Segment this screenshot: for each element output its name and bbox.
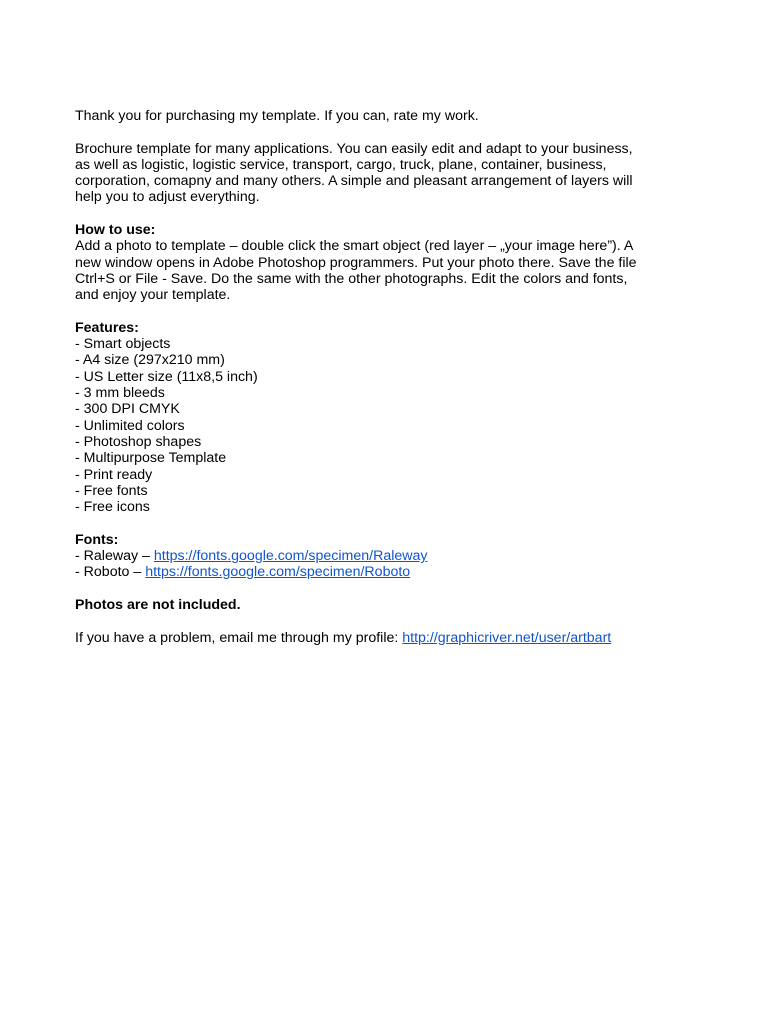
how-to-use-line: Ctrl+S or File - Save. Do the same with the other photographs. Edit the colors and fonts,	[75, 270, 628, 287]
description-line: Brochure template for many applications. You can easily edit and adapt to your business,	[75, 140, 633, 157]
how-to-use-line: new window opens in Adobe Photoshop programmers. Put your photo there. Save the file	[75, 254, 637, 271]
features-list	[75, 336, 705, 515]
profile-link[interactable]: http://graphicriver.net/user/artbart	[402, 629, 612, 646]
how-to-use-section	[75, 222, 705, 303]
how-to-use-line: and enjoy your template.	[75, 287, 231, 304]
font-item-prefix: - Roboto –	[75, 564, 146, 581]
description-line: help you to adjust everything.	[75, 189, 260, 206]
how-to-use-line: Add a photo to template – double click the smart object (red layer – „your image here”). A	[75, 238, 634, 255]
description-paragraph	[75, 141, 705, 206]
feature-item: - Print ready	[75, 466, 153, 483]
feature-item: - Multipurpose Template	[75, 450, 227, 467]
features-heading: Features:	[75, 319, 139, 336]
roboto-font-link[interactable]: https://fonts.google.com/specimen/Roboto	[145, 564, 411, 581]
fonts-heading: Fonts:	[75, 531, 119, 548]
feature-item: - Photoshop shapes	[75, 433, 202, 450]
fonts-list	[75, 548, 705, 581]
how-to-use-heading: How to use:	[75, 222, 156, 239]
description-line: corporation, comapny and many others. A simple and pleasant arrangement of layers will	[75, 173, 633, 190]
contact-paragraph	[75, 630, 705, 646]
feature-item: - Free fonts	[75, 482, 148, 499]
fonts-section	[75, 532, 705, 581]
font-item-prefix: - Raleway –	[75, 548, 154, 565]
feature-item: - A4 size (297x210 mm)	[75, 352, 225, 369]
raleway-font-link[interactable]: https://fonts.google.com/specimen/Raleway	[153, 548, 428, 565]
document-content	[75, 108, 705, 662]
photos-note	[75, 597, 705, 613]
intro-text: Thank you for purchasing my template. If you can, rate my work.	[75, 108, 479, 124]
contact-text: If you have a problem, email me through my profile:	[75, 629, 403, 646]
features-section	[75, 320, 705, 516]
feature-item: - Free icons	[75, 499, 150, 516]
feature-item: - 300 DPI CMYK	[75, 401, 180, 418]
font-item-roboto	[75, 564, 705, 580]
description-line: as well as logistic, logistic service, transport, cargo, truck, plane, container, business,	[75, 156, 607, 173]
photos-note-text: Photos are not included.	[75, 596, 241, 613]
font-item-raleway	[75, 548, 705, 564]
feature-item: - Smart objects	[75, 336, 171, 353]
feature-item: - Unlimited colors	[75, 417, 185, 434]
feature-item: - US Letter size (11x8,5 inch)	[75, 368, 258, 385]
feature-item: - 3 mm bleeds	[75, 385, 165, 402]
